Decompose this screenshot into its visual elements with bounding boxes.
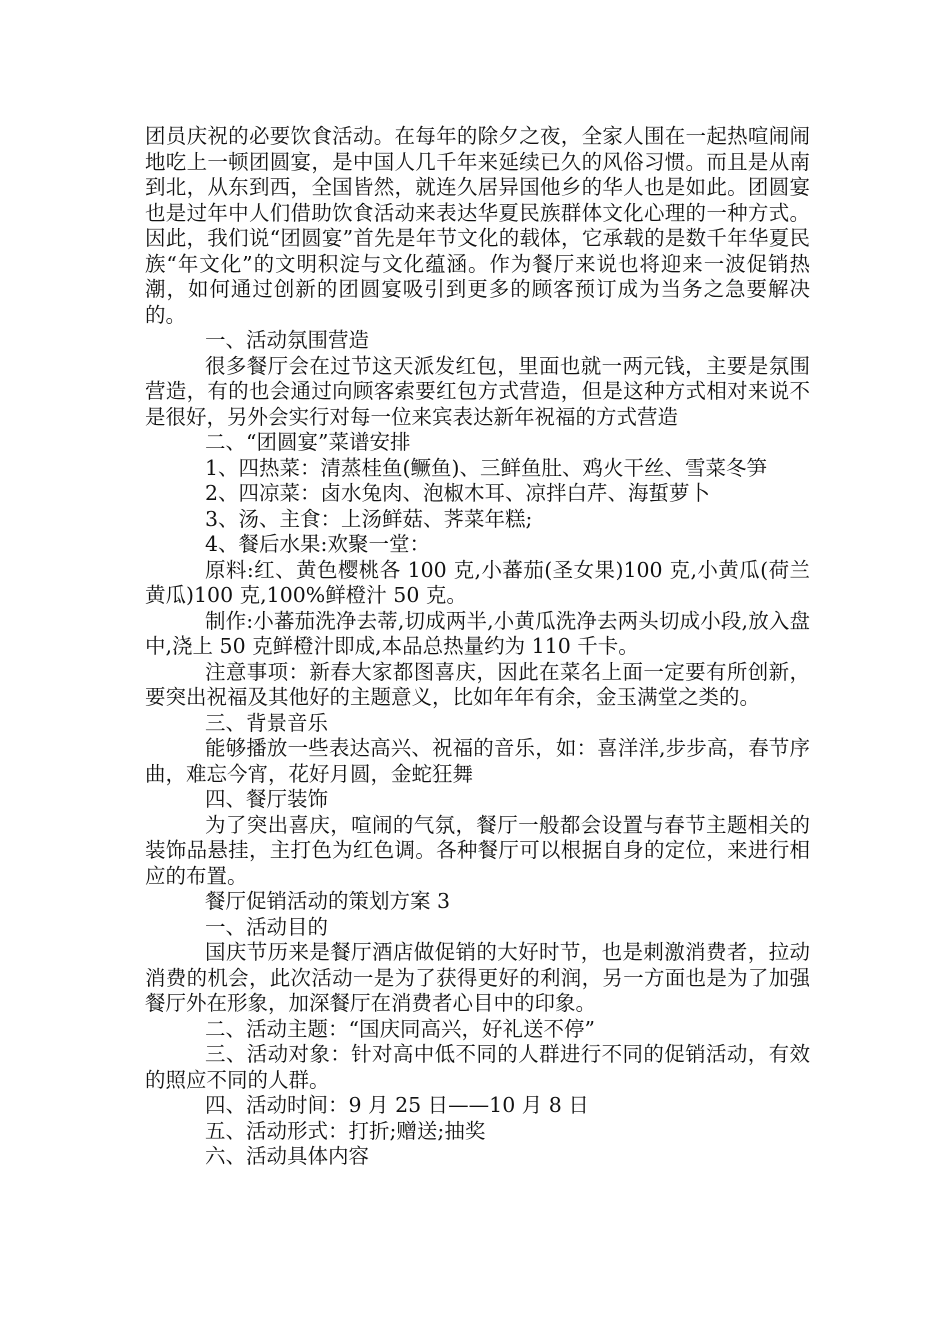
paragraph-time: 四、活动时间：9 月 25 日——10 月 8 日 [205, 1093, 589, 1117]
section-title-plan-3: 餐厅促销活动的策划方案 3 [205, 889, 451, 913]
heading-atmosphere: 一、活动氛围营造 [205, 328, 369, 352]
menu-item-hot-dishes: 1、四热菜：清蒸桂鱼(鳜鱼)、三鲜鱼肚、鸡火干丝、雪菜冬笋 [205, 455, 768, 480]
paragraph-notes: 注意事项：新春大家都图喜庆，因此在菜名上面一定要有所创新，要突出祝福及其他好的主题意义，比如年年有余，金玉满堂之类的。 [145, 659, 810, 709]
paragraph-atmosphere: 很多餐厅会在过节这天派发红包，里面也就一两元钱，主要是氛围营造，有的也会通过向顾客索要红包方式营造，但是这种方式相对来说不是很好，另外会实行对每一位来宾表达新年祝福的方式营造 [145, 353, 810, 429]
heading-music: 三、背景音乐 [205, 710, 328, 735]
document-body [145, 124, 810, 1170]
heading-decoration: 四、餐厅装饰 [205, 787, 328, 811]
paragraph-music: 能够播放一些表达高兴、祝福的音乐，如：喜洋洋,步步高，春节序曲，难忘今宵，花好月圆，金蛇狂舞 [145, 736, 810, 786]
paragraph-preparation: 制作:小蕃茄洗净去蒂,切成两半,小黄瓜洗净去两头切成小段,放入盘中,浇上 50 克鲜橙汁即成,本品总热量约为 110 千卡。 [145, 608, 810, 658]
menu-item-cold-dishes: 2、四凉菜：卤水兔肉、泡椒木耳、凉拌白芹、海蜇萝卜 [205, 481, 711, 505]
heading-theme: 二、活动主题：“国庆同高兴，好礼送不停” [205, 1016, 595, 1041]
menu-item-soup-staple: 3、汤、主食：上汤鲜菇、荠菜年糕; [205, 506, 533, 531]
paragraph-audience: 三、活动对象：针对高中低不同的人群进行不同的促销活动，有效的照应不同的人群。 [145, 1042, 810, 1092]
paragraph-intro: 团员庆祝的必要饮食活动。在每年的除夕之夜，全家人围在一起热喧闹闹地吃上一顿团圆宴，是中国人几千年来延续已久的风俗习惯。而且是从南到北，从东到西，全国皆然，就连久居异国他乡的华人也是如此。团圆宴也是过年中人们借助饮食活动来表达华夏民族群体文化心理的一种方式。因此，我们说“团圆宴”首先是年节文化的载体，它承载的是数千年华夏民族“年文化”的文明积淀与文化蕴涵。作为餐厅来说也将迎来一波促销热潮，如何通过创新的团圆宴吸引到更多的顾客预订成为当务之急要解决的。 [145, 124, 810, 327]
heading-menu: 二、“团圆宴”菜谱安排 [205, 430, 411, 454]
paragraph-ingredients: 原料:红、黄色樱桃各 100 克,小蕃茄(圣女果)100 克,小黄瓜(荷兰黄瓜)100 克,100%鲜橙汁 50 克。 [145, 557, 810, 607]
paragraph-decoration: 为了突出喜庆，喧闹的气氛，餐厅一般都会设置与春节主题相关的装饰品悬挂，主打色为红色调。各种餐厅可以根据自身的定位，来进行相应的布置。 [145, 812, 810, 888]
menu-item-fruit: 4、餐后水果:欢聚一堂： [205, 532, 430, 556]
heading-details: 六、活动具体内容 [205, 1144, 369, 1168]
paragraph-purpose: 国庆节历来是餐厅酒店做促销的大好时节，也是刺激消费者，拉动消费的机会，此次活动一是为了获得更好的利润，另一方面也是为了加强餐厅外在形象，加深餐厅在消费者心目中的印象。 [145, 940, 810, 1015]
heading-purpose: 一、活动目的 [205, 914, 328, 939]
paragraph-format: 五、活动形式：打折;赠送;抽奖 [205, 1118, 486, 1143]
